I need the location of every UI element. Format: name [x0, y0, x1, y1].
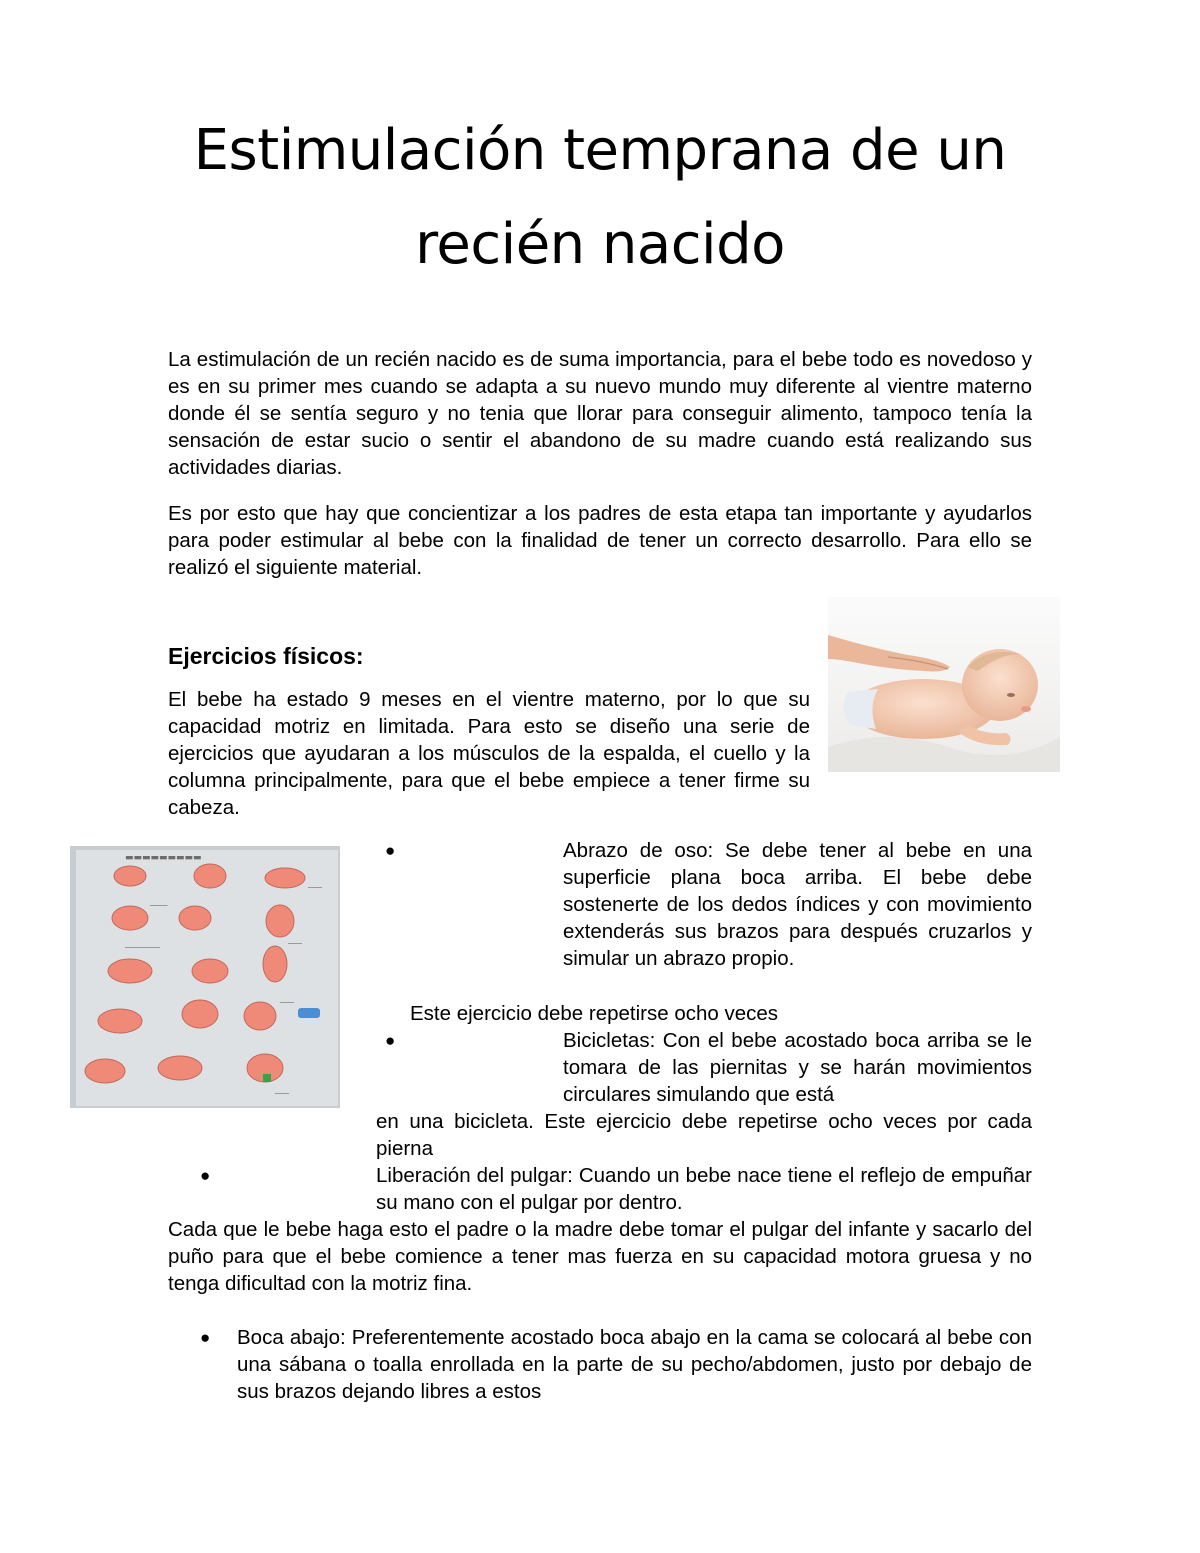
svg-text:____: ____: [280, 995, 294, 1003]
exercise-poster-image: [70, 846, 340, 1108]
exercise-thumb-release: Liberación del pulgar: Cuando un bebe nace tiene el reflejo de empuñar su mano con el pulgar por dentro.: [376, 1164, 1032, 1214]
bullet-icon: ●: [200, 1328, 211, 1347]
bullet-icon: ●: [200, 1166, 211, 1185]
section-heading: Ejercicios físicos:: [168, 643, 364, 669]
baby-massage-photo: [828, 597, 1060, 772]
svg-text:____: ____: [275, 1086, 289, 1094]
exercise-tummy-down: Boca abajo: Preferentemente acostado boca abajo en la cama se colocará al bebe con una sábana o toalla enrollada en la parte de su pecho/abdomen, justo por debajo de sus brazos dejando libres a estos: [237, 1326, 1032, 1403]
svg-text:_____: _____: [150, 898, 168, 906]
exercise-bicycles-continued: en una bicicleta. Este ejercicio debe repetirse ocho veces por cada pierna: [376, 1110, 1032, 1160]
intro-paragraph-1: La estimulación de un recién nacido es de suma importancia, para el bebe todo es novedoso y es en su primer mes cuando se adapta a su nuevo mundo muy diferente al vientre materno donde él se sentía seguro y no tenia que llorar para conseguir alimento, tampoco tenía la sensación de estar sucio o sentir el abandono de su madre cuando está realizando sus actividades diarias.: [168, 348, 1032, 479]
bullet-icon: ●: [385, 841, 396, 860]
exercise-bicycles: Bicicletas: Con el bebe acostado boca arriba se le tomara de las piernitas y se harán movimientos circulares simulando que está: [563, 1029, 1032, 1106]
exercise-bear-hug: Abrazo de oso: Se debe tener al bebe en una superficie plana boca arriba. El bebe debe sostenerte de los dedos índices y con movimiento extenderás sus brazos para después cruzarlos y simular un abrazo propio.: [563, 839, 1032, 970]
svg-text:____: ____: [308, 880, 322, 888]
svg-text:____: ____: [288, 936, 302, 944]
exercise-bear-hug-note: Este ejercicio debe repetirse ocho veces: [410, 1002, 779, 1025]
svg-text:__________: __________: [125, 940, 160, 948]
page-title: Estimulación temprana de un recién nacido: [193, 118, 1007, 277]
bullet-icon: ●: [385, 1031, 396, 1050]
svg-text:▬▬▬▬▬▬▬▬▬: ▬▬▬▬▬▬▬▬▬: [125, 853, 202, 863]
section-paragraph: El bebe ha estado 9 meses en el vientre materno, por lo que su capacidad motriz en limitada. Para esto se diseño una serie de ejercicios que ayudaran a los músculos de la espalda, el cuello y la columna principalmente, para que el bebe empiece a tener firme su cabeza.: [168, 688, 810, 819]
intro-paragraph-2: Es por esto que hay que concientizar a los padres de esta etapa tan importante y ayudarlos para poder estimular al bebe con la finalidad de tener un correcto desarrollo. Para ello se realizó el siguiente material.: [168, 502, 1032, 579]
exercise-thumb-release-followup: Cada que le bebe haga esto el padre o la madre debe tomar el pulgar del infante y sacarlo del puño para que el bebe comience a tener mas fuerza en su capacidad motora gruesa y no tenga dificultad con la motriz fina.: [168, 1218, 1032, 1295]
